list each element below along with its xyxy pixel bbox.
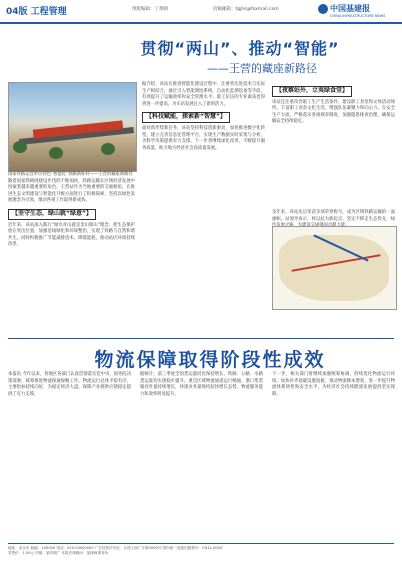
logo-subtext: CHINA INFRASTRUCTURE NEWS — [330, 14, 386, 18]
photo-tree — [101, 143, 115, 155]
article-column-2 — [142, 82, 265, 152]
logo-text: 中国基建报 — [330, 4, 370, 13]
editor-credit: 组版编辑：丁黄晴 — [132, 7, 168, 12]
map-spacer — [272, 126, 395, 210]
article-column-1 — [8, 172, 135, 249]
main-subhead: ——王营的藏座新路径 — [207, 62, 317, 75]
paragraph: 该站还注重改善职工生产生活条件，建设职工食堂和文体活动场所，丰富职工业余文化生活，增强队伍凝聚力和向心力。在安全生产方面，严格落实各项规章制度，加强隐患排查治理，确保运输安全持续稳定。 — [272, 99, 395, 125]
article-column-3 — [272, 82, 395, 230]
route-map — [272, 226, 397, 310]
paragraph: 随着国家铁路网建设步伐的不断加快，铁路运输在区域经济发展中扮演着越来越重要的角色。王营站作为当地重要的交通枢纽，在推进生态文明建设与智能化升级方面进行了积极探索，坚持以绿色发展理念为引领，推动各项工作取得新成效。 — [8, 178, 135, 204]
paragraph: 据介绍，该站在推进智能化建设过程中，注重将先进技术与实际生产相结合，通过引入智能调度系统、自动化监测设备等手段，有效提升了运输效率和安全管理水平。职工队伍的专业素质也得到进一步提高，为车站发展注入了新的活力。 — [142, 82, 265, 107]
article-column-4: 本报讯 今年以来，各地区各部门认真贯彻落实党中央、国务院决策部署，统筹推进物流保通保畅工作，物流运行总体平稳有序，主要指标持续向好，为稳定经济大盘、保障产业链供应链稳定提供了有力支撑。 — [8, 372, 131, 397]
second-headline: 物流保障取得阶段性成效 — [94, 349, 326, 371]
newspaper-logo — [330, 3, 385, 18]
main-headline: 贯彻“两山”、推动“智能” — [140, 39, 340, 58]
logo-icon — [318, 4, 328, 14]
footer-line: 地址：北京市 邮编：100000 电话：010-00000000 广告经营许可证：京西工商广字第0000号 国内统一连续出版物号：CN11-0000 — [8, 546, 223, 550]
railway-photo — [8, 82, 137, 172]
photo-tree — [49, 147, 63, 159]
page-label: 04版 工程管理 — [6, 7, 67, 17]
section-title-canteen: 【夜察站外，立夷绿食堂】 — [272, 86, 352, 97]
paragraph: 多年来，该站先后荣获多项荣誉称号，成为区域铁路运输的一面旗帜。站领导表示，将以此为新起点，坚定不移走生态优先、绿 — [272, 209, 395, 222]
photo-caption: 国家铁路运营单位特色“智能化”铁路新标杆——王营的藏座新路径 — [8, 172, 133, 177]
footer-line: 零售价：1.50元 印刷：某印刷厂 本报法律顾问：某律师事务所 — [8, 551, 109, 555]
section-title-ecology: 【坚守生态，绿山就“绿意”】 — [8, 209, 96, 220]
article-column-6: 下一步，相关部门将继续加强统筹协调，持续优化物流运行环境，加快补齐基础设施短板，推动物流降本增效，进一步提升物流体系韧性和安全水平，为经济社会持续健康发展提供坚实保障。 — [272, 372, 395, 397]
photo-tree — [13, 141, 27, 153]
section-title-technology: 【科技赋能，探索新“智慧”】 — [142, 112, 230, 123]
submission-email: 投稿邮箱：tgjhs@foxmail.com — [213, 7, 279, 12]
article-column-5: 据统计，前三季度全国货运量同比保持增长，铁路、公路、水路货运量均实现稳步提升。重点区域物流通道运行畅通，港口集装箱吞吐量持续增长，快递业务量保持较快增长态势，物流服务能力和效率明显提升。 — [140, 372, 263, 397]
page-footer — [8, 543, 394, 556]
paragraph: 近年来，该站深入践行“绿水青山就是金山银山”理念，把生态保护放在突出位置，加强沿线绿化和环境整治，实现了铁路与自然和谐共生。同时积极推广节能减排技术，降低能耗，推动站区环境持续改善。 — [8, 222, 135, 248]
paragraph: 面对新形势新任务，该站坚持科技创新驱动，加快推进数字化转型，建立完善信息化管理平台，实现生产数据实时采集与分析，为科学决策提供有力支撑。下一步将继续深化改革，不断提升服务质量，助力地方经济社会高质量发展。 — [142, 125, 265, 151]
section-divider — [8, 338, 394, 339]
